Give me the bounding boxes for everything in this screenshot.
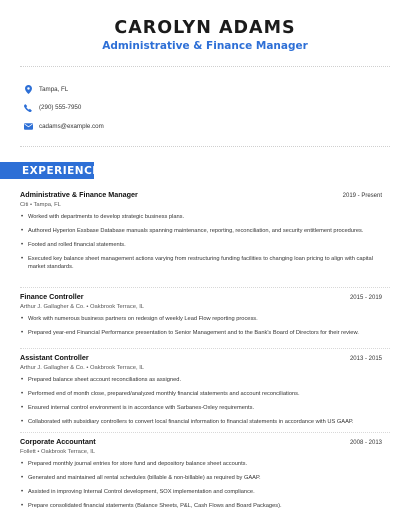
job-dates: 2008 - 2013 xyxy=(349,440,382,446)
bullet-item: • Prepared year-end Financial Performance presentation to Senior Management and to the Bank's Board of Directors for their review. xyxy=(20,329,382,337)
section-title-experience: EXPERIENCE xyxy=(22,165,100,177)
job-entry xyxy=(20,353,382,426)
job-divider xyxy=(20,432,390,433)
email-text: cadams@example.com xyxy=(39,122,104,130)
bullet-item: • Prepare consolidated financial statements (Balance Sheets, P&L, Cash Flows and Board Packages). xyxy=(20,502,382,510)
job-company: Arthur J. Gallagher & Co. • Oakbrook Terrace, IL xyxy=(20,365,145,371)
contact-location xyxy=(22,80,104,99)
contact-email xyxy=(22,117,104,136)
bullet-item: • Prepared monthly journal entries for store fund and depository balance sheet accounts. xyxy=(20,460,382,468)
job-entry xyxy=(20,437,382,510)
location-text: Tampa, FL xyxy=(39,85,69,93)
job-title: Assistant Controller xyxy=(20,353,89,362)
job-divider xyxy=(20,348,390,349)
job-divider xyxy=(20,287,390,288)
job-company: Follett • Oakbrook Terrace, IL xyxy=(20,449,96,455)
bullet-item: • Work with numerous business partners on redesign of weekly Lead Flow reporting process. xyxy=(20,315,382,323)
job-title: Corporate Accountant xyxy=(20,437,96,446)
job-title-headline: Administrative & Finance Manager xyxy=(102,40,308,52)
header-divider xyxy=(20,66,390,67)
bullet-item: • Authored Hyperion Essbase Database manuals spanning maintenance, reporting, reconciliation, and security entitlement procedures. xyxy=(20,227,382,235)
email-icon xyxy=(22,121,34,131)
job-dates: 2015 - 2019 xyxy=(349,295,382,301)
job-title: Finance Controller xyxy=(20,292,84,301)
job-company: Citi • Tampa, FL xyxy=(20,202,61,208)
bullet-item: • Executed key balance sheet management actions varying from restructuring funding facilities to changing loan pricing to align with capital market standards. xyxy=(20,255,382,271)
job-bullets xyxy=(20,213,382,271)
bullet-item: • Prepared balance sheet account reconciliations as assigned. xyxy=(20,376,382,384)
job-company: Arthur J. Gallagher & Co. • Oakbrook Terrace, IL xyxy=(20,304,145,310)
job-bullets xyxy=(20,376,382,426)
candidate-name: CAROLYN ADAMS xyxy=(114,18,296,38)
location-pin-icon xyxy=(22,84,34,94)
job-dates: 2013 - 2015 xyxy=(349,356,382,362)
bullet-item: • Assisted in improving Internal Control development, SOX implementation and compliance. xyxy=(20,488,382,496)
bullet-item: • Generated and maintained all rental schedules (billable & non-billable) as required by GAAP. xyxy=(20,474,382,482)
job-dates: 2019 - Present xyxy=(342,193,382,199)
phone-text: (290) 555-7950 xyxy=(39,104,82,112)
bullet-item: • Performed end of month close, prepared/analyzed monthly financial statements and account reconciliations. xyxy=(20,390,382,398)
bullet-item: • Worked with departments to develop strategic business plans. xyxy=(20,213,382,221)
contact-block xyxy=(22,80,104,136)
job-entry xyxy=(20,292,382,337)
contact-divider xyxy=(20,146,390,147)
bullet-item: • Collaborated with subsidiary controllers to convert local financial information to financial statements in accordance with US GAAP. xyxy=(20,418,382,426)
bullet-item: • Ensured internal control environment is in accordance with Sarbanes-Oxley requirements. xyxy=(20,404,382,412)
phone-icon xyxy=(22,103,34,113)
job-bullets xyxy=(20,460,382,510)
contact-phone xyxy=(22,99,104,118)
job-bullets xyxy=(20,315,382,337)
job-title: Administrative & Finance Manager xyxy=(20,190,138,199)
bullet-item: • Footed and rolled financial statements. xyxy=(20,241,382,249)
job-entry xyxy=(20,190,382,271)
